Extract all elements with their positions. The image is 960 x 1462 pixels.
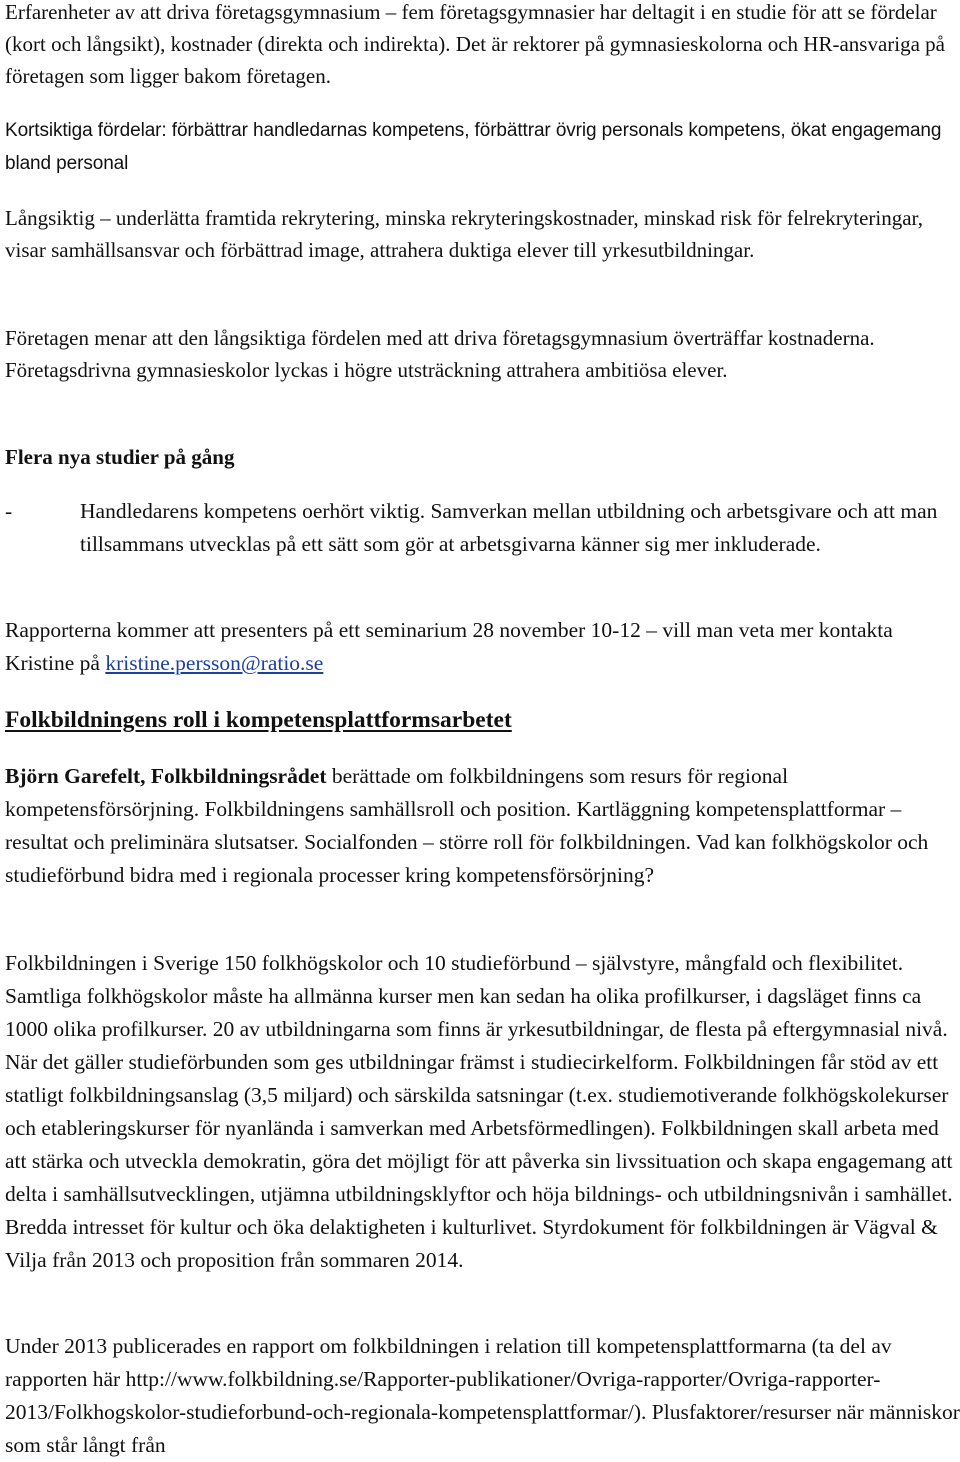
paragraph-companies-conclusion: Företagen menar att den långsiktiga fördelen med att driva företagsgymnasium överträffar kostnaderna. Företagsdrivna gymnasieskolor lyckas i högre utsträckning attrahera ambitiösa elever.: [5, 326, 875, 382]
paragraph-bjorn-garefelt: [5, 760, 960, 892]
paragraph-intro: Erfarenheter av att driva företagsgymnasium – fem företagsgymnasier har deltagit i en studie för att se fördelar (kort och långsikt), kostnader (direkta och indirekta). Det är rektorer på gymnasieskolorna och HR-ansvariga på företagen som ligger bakom företagen.: [5, 0, 946, 88]
speaker-text: berättade om folkbildningens som resurs för regional kompetensförsörjning. Folkbildningens samhällsroll och position. Kartläggning kompetensplattformar – resultat och preliminära slutsatser. Socialfonden – större roll för folkbildningen. Vad kan folkhögskolor och studieförbund bidra med i regionala processer kring kompetensförsörjning?: [5, 764, 929, 887]
paragraph-long-term-benefits: Långsiktig – underlätta framtida rekrytering, minska rekryteringskostnader, minskad risk för felrekryteringar, visar samhällsansvar och förbättrad image, attrahera duktiga elever till yrkesutbildningar.: [5, 206, 923, 262]
heading-folkbildning: Folkbildningens roll i kompetensplattformsarbetet: [5, 707, 512, 733]
list-dash: -: [5, 499, 13, 523]
bullet-list: [5, 495, 960, 595]
email-link[interactable]: kristine.persson@ratio.se: [105, 651, 324, 675]
paragraph-short-term-benefits: Kortsiktiga fördelar: förbättrar handledarnas kompetens, förbättrar övrig personals kompetens, ökat engagemang bland personal: [5, 120, 942, 174]
speaker-name: Björn Garefelt, Folkbildningsrådet: [5, 764, 327, 788]
list-item: Handledarens kompetens oerhört viktig. Samverkan mellan utbildning och arbetsgivare och att man tillsammans utvecklas på ett sätt som gör at arbetsgivarna känner sig mer inkluderade.: [80, 499, 938, 556]
paragraph-seminar: [5, 614, 960, 680]
heading-new-studies: Flera nya studier på gång: [5, 445, 235, 469]
seminar-text: Rapporterna kommer att presenters på ett seminarium 28 november 10-12 – vill man veta mer kontakta Kristine på: [5, 618, 893, 675]
paragraph-report-2013: Under 2013 publicerades en rapport om folkbildningen i relation till kompetensplattformarna (ta del av rapporten här http://www.folkbildning.se/Rapporter-publikationer/Ovriga-rapporter/Ovriga-rapporter-2013/Folkhogskolor-studieforbund-och-regionala-kompetensplattformar/). Plusfaktorer/resurser när människor som står långt från: [5, 1334, 960, 1457]
paragraph-folkbildning-sverige: Folkbildningen i Sverige 150 folkhögskolor och 10 studieförbund – självstyre, mångfald och flexibilitet. Samtliga folkhögskolor måste ha allmänna kurser men kan sedan ha olika profilkurser, i dagsläget finns ca 1000 olika profilkurser. 20 av utbildningarna som finns är yrkesutbildningar, de flesta på eftergymnasial nivå. När det gäller studieförbunden som ges utbildningar främst i studiecirkelform. Folkbildningen får stöd av ett statligt folkbildningsanslag (3,5 miljard) och särskilda satsningar (t.ex. studiemotiverande folkhögskolekurser och etableringskurser för nyanlända i samverkan med Arbetsförmedlingen). Folkbildningen skall arbeta med att stärka och utveckla demokratin, göra det möjligt för att påverka sin livssituation och skapa engagemang att delta i samhällsutvecklingen, utjämna utbildningsklyftor och höja bildnings- och utbildningsnivån i samhället. Bredda intresset för kultur och öka delaktigheten i kulturlivet. Styrdokument för folkbildningen är Vägval & Vilja från 2013 och proposition från sommaren 2014.: [5, 951, 953, 1272]
